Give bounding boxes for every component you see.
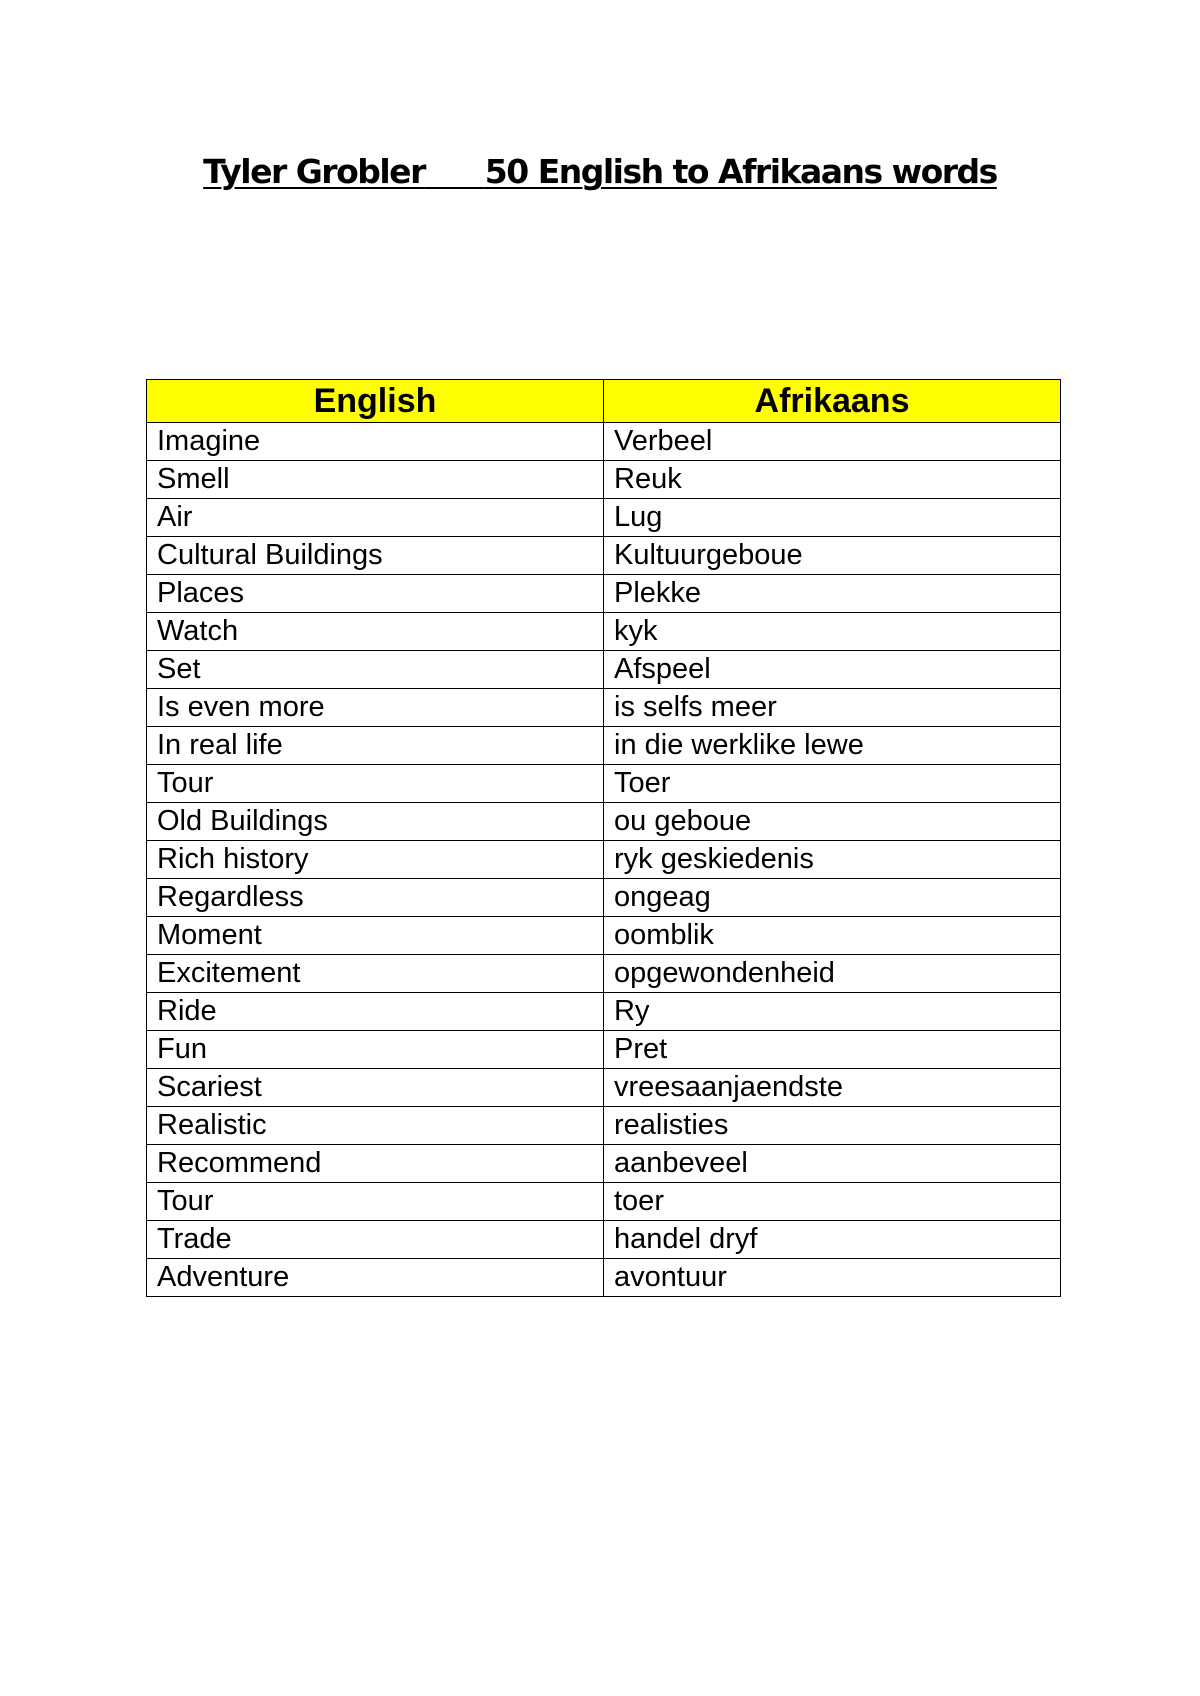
english-word-cell: Imagine bbox=[147, 423, 604, 461]
title-text: 50 English to Afrikaans words bbox=[484, 152, 997, 191]
english-word-cell: Rich history bbox=[147, 841, 604, 879]
vocabulary-table bbox=[146, 379, 1061, 1297]
english-word-cell: Excitement bbox=[147, 955, 604, 993]
afrikaans-word-cell: opgewondenheid bbox=[604, 955, 1061, 993]
afrikaans-word-cell: vreesaanjaendste bbox=[604, 1069, 1061, 1107]
afrikaans-word-cell: Verbeel bbox=[604, 423, 1061, 461]
afrikaans-word-cell: Reuk bbox=[604, 461, 1061, 499]
afrikaans-word-cell: Pret bbox=[604, 1031, 1061, 1069]
afrikaans-word-cell: avontuur bbox=[604, 1259, 1061, 1297]
table-row bbox=[147, 1221, 1061, 1259]
afrikaans-word-cell: ou geboue bbox=[604, 803, 1061, 841]
english-word-cell: Recommend bbox=[147, 1145, 604, 1183]
english-word-cell: Cultural Buildings bbox=[147, 537, 604, 575]
document-title bbox=[0, 150, 1200, 194]
header-english: English bbox=[147, 380, 604, 423]
table-row bbox=[147, 765, 1061, 803]
table-row bbox=[147, 461, 1061, 499]
english-word-cell: Air bbox=[147, 499, 604, 537]
afrikaans-word-cell: Ry bbox=[604, 993, 1061, 1031]
table-row bbox=[147, 423, 1061, 461]
english-word-cell: Tour bbox=[147, 1183, 604, 1221]
afrikaans-word-cell: ryk geskiedenis bbox=[604, 841, 1061, 879]
author-name: Tyler Grobler bbox=[203, 152, 425, 191]
english-word-cell: Realistic bbox=[147, 1107, 604, 1145]
afrikaans-word-cell: Kultuurgeboue bbox=[604, 537, 1061, 575]
english-word-cell: Watch bbox=[147, 613, 604, 651]
table-row bbox=[147, 499, 1061, 537]
table-row bbox=[147, 727, 1061, 765]
english-word-cell: In real life bbox=[147, 727, 604, 765]
table-row bbox=[147, 689, 1061, 727]
table-row bbox=[147, 651, 1061, 689]
table-row bbox=[147, 1259, 1061, 1297]
table-row bbox=[147, 993, 1061, 1031]
afrikaans-word-cell: toer bbox=[604, 1183, 1061, 1221]
afrikaans-word-cell: Plekke bbox=[604, 575, 1061, 613]
english-word-cell: Trade bbox=[147, 1221, 604, 1259]
table-row bbox=[147, 575, 1061, 613]
table-row bbox=[147, 1183, 1061, 1221]
afrikaans-word-cell: oomblik bbox=[604, 917, 1061, 955]
english-word-cell: Places bbox=[147, 575, 604, 613]
table-header-row bbox=[147, 380, 1061, 423]
table-row bbox=[147, 537, 1061, 575]
afrikaans-word-cell: ongeag bbox=[604, 879, 1061, 917]
afrikaans-word-cell: realisties bbox=[604, 1107, 1061, 1145]
table-row bbox=[147, 841, 1061, 879]
afrikaans-word-cell: Lug bbox=[604, 499, 1061, 537]
table-row bbox=[147, 955, 1061, 993]
table-body bbox=[147, 423, 1061, 1297]
english-word-cell: Old Buildings bbox=[147, 803, 604, 841]
afrikaans-word-cell: Toer bbox=[604, 765, 1061, 803]
english-word-cell: Adventure bbox=[147, 1259, 604, 1297]
english-word-cell: Regardless bbox=[147, 879, 604, 917]
english-word-cell: Moment bbox=[147, 917, 604, 955]
afrikaans-word-cell: aanbeveel bbox=[604, 1145, 1061, 1183]
afrikaans-word-cell: is selfs meer bbox=[604, 689, 1061, 727]
english-word-cell: Set bbox=[147, 651, 604, 689]
table-row bbox=[147, 803, 1061, 841]
english-word-cell: Smell bbox=[147, 461, 604, 499]
table-row bbox=[147, 1107, 1061, 1145]
table-row bbox=[147, 917, 1061, 955]
english-word-cell: Is even more bbox=[147, 689, 604, 727]
table-row bbox=[147, 1031, 1061, 1069]
table-row bbox=[147, 1145, 1061, 1183]
afrikaans-word-cell: handel dryf bbox=[604, 1221, 1061, 1259]
afrikaans-word-cell: Afspeel bbox=[604, 651, 1061, 689]
header-afrikaans: Afrikaans bbox=[604, 380, 1061, 423]
afrikaans-word-cell: in die werklike lewe bbox=[604, 727, 1061, 765]
english-word-cell: Ride bbox=[147, 993, 604, 1031]
english-word-cell: Fun bbox=[147, 1031, 604, 1069]
table-row bbox=[147, 1069, 1061, 1107]
english-word-cell: Tour bbox=[147, 765, 604, 803]
table-row bbox=[147, 879, 1061, 917]
english-word-cell: Scariest bbox=[147, 1069, 604, 1107]
table-row bbox=[147, 613, 1061, 651]
title-gap bbox=[425, 152, 485, 191]
afrikaans-word-cell: kyk bbox=[604, 613, 1061, 651]
